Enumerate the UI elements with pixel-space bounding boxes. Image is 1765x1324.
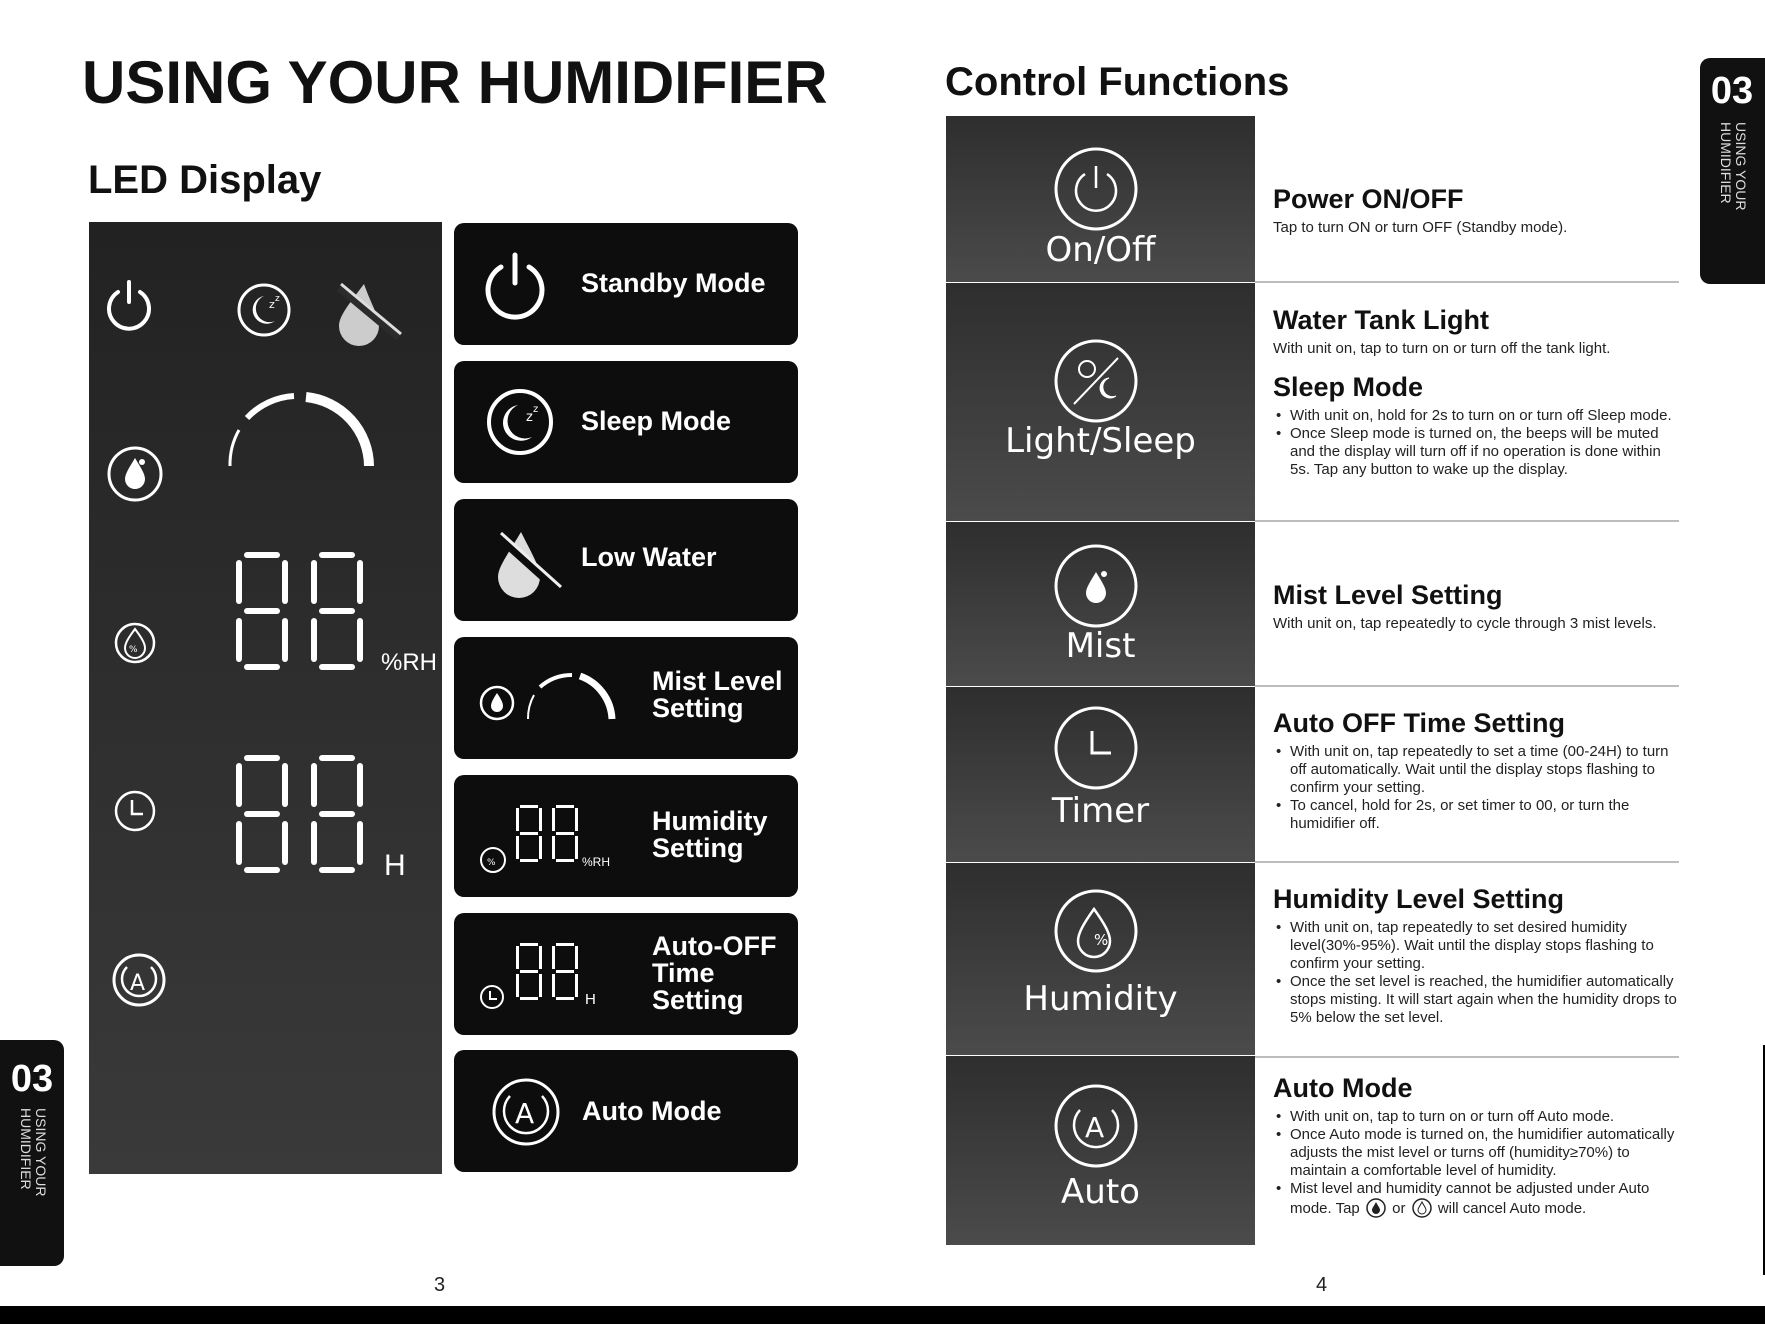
auto-icon xyxy=(494,1080,558,1144)
bullet-item: • With unit on, tap repeatedly to set a time (00-24H) to turn off automatically. Wait until the display stops flashing to confirm your setting. xyxy=(1276,743,1682,797)
legend-auto-off-time xyxy=(454,913,798,1035)
humidity-unit: %RH xyxy=(582,855,611,869)
svg-text:%: % xyxy=(129,645,138,655)
humidity-drop-icon xyxy=(116,624,154,662)
low-water-icon xyxy=(498,532,561,598)
legend-mist-level xyxy=(454,637,798,759)
bullet-item: • With unit on, hold for 2s to turn on or turn off Sleep mode. xyxy=(1276,407,1682,425)
legend-label: Standby Mode xyxy=(581,268,766,298)
function-title: Water Tank Light xyxy=(1273,305,1489,335)
humidity-drop-icon xyxy=(481,848,505,872)
power-icon xyxy=(1056,149,1136,229)
auto-icon xyxy=(114,955,164,1005)
humidity-digits-icon xyxy=(516,805,578,862)
function-title: Mist Level Setting xyxy=(1273,580,1503,610)
svg-text:%: % xyxy=(487,858,496,868)
legend-label: Low Water xyxy=(581,542,717,572)
svg-text:z: z xyxy=(269,298,275,311)
control-label: Light/Sleep xyxy=(1005,421,1196,461)
bullet-item: • With unit on, tap to turn on or turn off Auto mode. xyxy=(1276,1108,1682,1126)
timer-digits-icon xyxy=(516,943,578,1000)
function-title: Humidity Level Setting xyxy=(1273,884,1565,914)
led-display-panel xyxy=(89,222,442,1174)
clock-icon xyxy=(481,986,503,1008)
low-water-icon xyxy=(339,284,401,346)
mist-drop-icon xyxy=(109,448,161,500)
page-number: 3 xyxy=(434,1274,446,1296)
legend-standby xyxy=(454,223,798,345)
svg-text:A: A xyxy=(1085,1111,1105,1144)
control-label: On/Off xyxy=(1045,230,1156,270)
function-bullets xyxy=(1276,407,1682,479)
divider xyxy=(1255,1056,1679,1058)
legend-auto-mode xyxy=(454,1050,798,1172)
legend-label: Mist Level Setting xyxy=(652,666,783,723)
legend-label: Humidity Setting xyxy=(652,806,768,863)
humidity-drop-icon xyxy=(1410,1198,1434,1218)
function-description: With unit on, tap to turn on or turn off the tank light. xyxy=(1273,340,1611,357)
clock-icon xyxy=(1056,708,1136,788)
timer-unit: H xyxy=(585,991,596,1008)
bullet-item: • Once Auto mode is turned on, the humidifier automatically adjusts the mist level or turns off (humidity≥70%) to maintain a comfortable level of humidity. xyxy=(1276,1126,1682,1180)
bullet-text: will cancel Auto mode. xyxy=(1437,1200,1587,1217)
control-light-sleep xyxy=(946,283,1255,521)
mist-level-arc-icon xyxy=(230,396,369,466)
function-title: Auto Mode xyxy=(1273,1073,1413,1103)
clock-icon xyxy=(116,792,154,830)
function-title: Auto OFF Time Setting xyxy=(1273,708,1565,738)
section-title-led-display: LED Display xyxy=(88,158,322,202)
auto-icon xyxy=(1056,1086,1136,1166)
power-icon xyxy=(488,255,542,317)
bullet-item xyxy=(1276,1180,1682,1218)
bullet-item: • With unit on, tap repeatedly to set desired humidity level(30%-95%). Wait until the display stops flashing to confirm your setting. xyxy=(1276,919,1682,973)
control-mist xyxy=(946,522,1255,686)
mist-drop-icon xyxy=(1364,1198,1388,1218)
control-auto xyxy=(946,1056,1255,1245)
timer-digits xyxy=(236,755,363,873)
bullet-item: • To cancel, hold for 2s, or set timer to 00, or turn the humidifier off. xyxy=(1276,797,1682,833)
function-title: Power ON/OFF xyxy=(1273,184,1464,214)
control-label: Auto xyxy=(1061,1172,1140,1212)
humidity-unit: %RH xyxy=(381,649,438,676)
legend-low-water xyxy=(454,499,798,621)
svg-text:z: z xyxy=(275,294,280,304)
mist-drop-icon xyxy=(481,687,513,719)
function-description: Tap to turn ON or turn OFF (Standby mode). xyxy=(1273,219,1568,236)
function-bullets xyxy=(1276,919,1682,1027)
svg-text:A: A xyxy=(515,1097,535,1130)
chapter-number: 03 xyxy=(1710,70,1754,112)
page-number: 4 xyxy=(1316,1274,1328,1296)
chapter-tab-right xyxy=(1700,58,1765,284)
legend-label: Sleep Mode xyxy=(581,406,732,436)
divider xyxy=(1255,861,1679,863)
mist-drop-icon xyxy=(1056,546,1136,626)
humidity-drop-icon xyxy=(1056,891,1136,971)
chapter-tab-left xyxy=(0,1040,64,1266)
timer-unit: H xyxy=(384,849,406,882)
control-label: Timer xyxy=(1051,791,1150,831)
svg-text:z: z xyxy=(533,404,539,415)
chapter-label: USING YOUR HUMIDIFIER xyxy=(1718,122,1749,211)
svg-text:A: A xyxy=(130,971,146,996)
power-icon xyxy=(109,282,149,329)
sleep-moon-icon xyxy=(489,391,551,453)
legend-humidity xyxy=(454,775,798,897)
function-bullets xyxy=(1276,743,1682,833)
control-label: Humidity xyxy=(1023,979,1178,1019)
bullet-item: • Once the set level is reached, the humidifier automatically stops misting. It will start again when the humidity drops to 5% below the set level. xyxy=(1276,973,1682,1027)
bullet-item: • Once Sleep mode is turned on, the beeps will be muted and the display will turn off if no operation is done within 5s. Tap any button to wake up the display. xyxy=(1276,425,1682,479)
bullet-text: Mist level and humidity cannot be adjusted under Auto mode. Tap xyxy=(1290,1180,1650,1217)
light-sleep-icon xyxy=(1056,341,1136,421)
section-title-control-functions: Control Functions xyxy=(945,60,1290,104)
divider xyxy=(1255,281,1679,283)
control-on-off xyxy=(946,116,1255,282)
sleep-moon-icon xyxy=(239,285,289,335)
chapter-number: 03 xyxy=(10,1058,54,1100)
function-description: With unit on, tap repeatedly to cycle through 3 mist levels. xyxy=(1273,615,1657,632)
divider xyxy=(1255,520,1679,522)
humidity-digits xyxy=(236,552,363,670)
chapter-label: USING YOUR HUMIDIFIER xyxy=(18,1108,49,1197)
legend-sleep xyxy=(454,361,798,483)
function-bullets xyxy=(1276,1108,1682,1218)
control-humidity xyxy=(946,863,1255,1055)
control-label: Mist xyxy=(1065,626,1136,666)
control-timer xyxy=(946,687,1255,862)
bullet-text: or xyxy=(1392,1200,1406,1217)
page-title: USING YOUR HUMIDIFIER xyxy=(82,49,828,116)
mist-level-arc-icon xyxy=(528,675,612,719)
legend-label: Auto Mode xyxy=(582,1096,722,1126)
legend-label: Auto-OFF Time Setting xyxy=(652,931,777,1015)
divider xyxy=(1255,685,1679,687)
bottom-bar xyxy=(0,1306,1765,1324)
svg-text:z: z xyxy=(526,410,533,425)
function-title: Sleep Mode xyxy=(1273,372,1424,402)
svg-text:%: % xyxy=(1094,931,1109,949)
